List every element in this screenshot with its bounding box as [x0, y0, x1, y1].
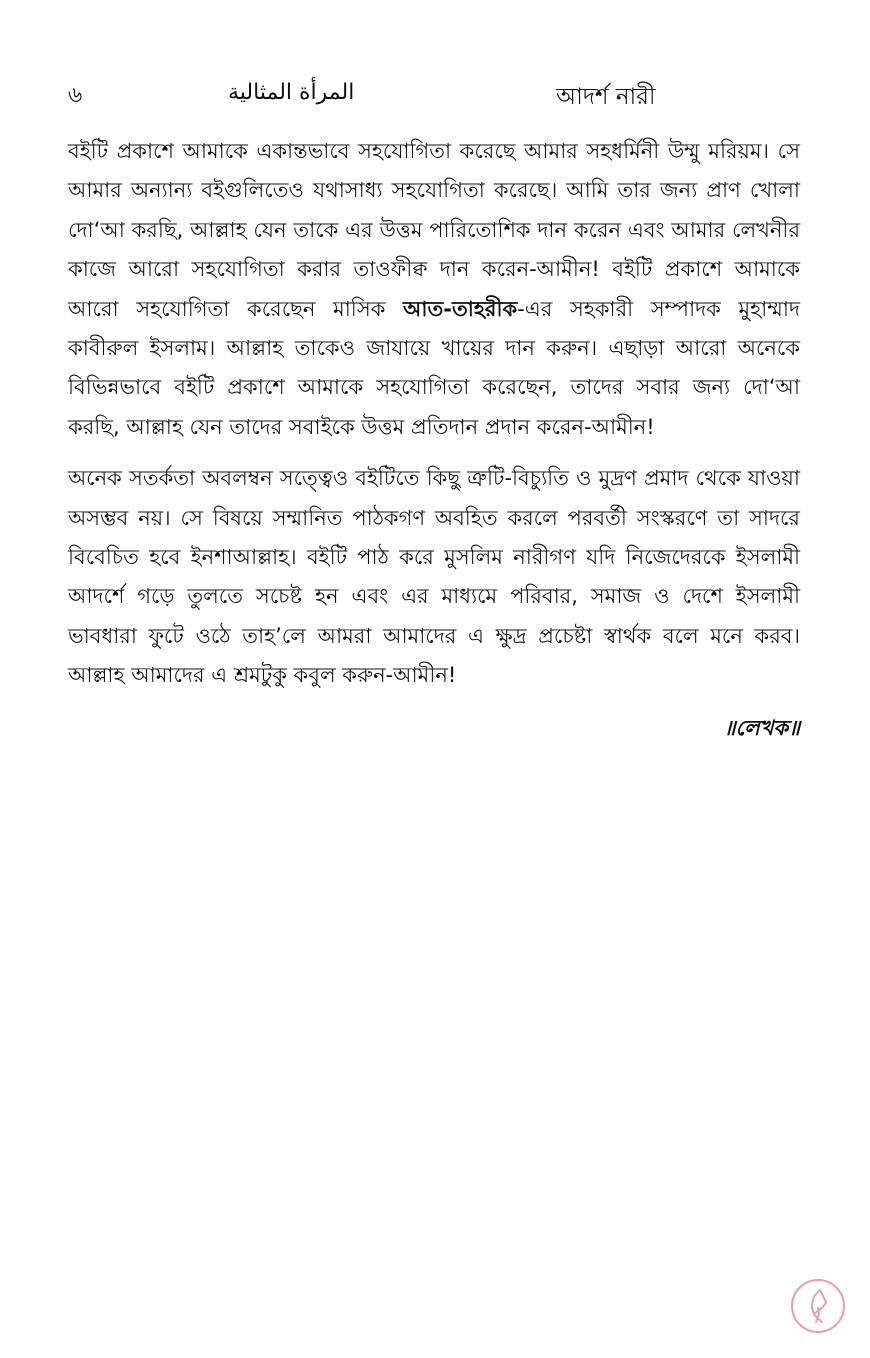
- acknowledgement-paragraph: [68, 132, 800, 447]
- page-body: [68, 132, 800, 748]
- acknowledgement-text-start: বইটি প্রকাশে আমাকে একান্তভাবে সহযোগিতা করেছে আমার সহধর্মিনী উম্মু মরিয়ম। সে আমার অন্যান্য বইগুলিতেও যথাসাধ্য সহযোগিতা করেছে। আমি তার জন্য প্রাণ খোলা দো‘আ করছি, আল্লাহ যেন তাকে এর উত্তম পারিতোশিক দান করেন এবং আমার লেখনীর কাজে আরো সহযোগিতা করার তাওফীক্ব দান করেন-আমীন! বইটি প্রকাশে আমাকে আরো সহযোগিতা করেছেন মাসিক: [68, 139, 800, 321]
- acknowledgement-text-end: -এর সহকারী সম্পাদক মুহাম্মাদ কাবীরুল ইসলাম। আল্লাহ তাকেও জাযায়ে খায়ের দান করুন। এছাড়া আরো অনেকে বিভিন্নভাবে বইটি প্রকাশে আমাকে সহযোগিতা করেছেন, তাদের সবার জন্য দো‘আ করছি, আল্লাহ যেন তাদের সবাইকে উত্তম প্রতিদান প্রদান করেন-আমীন!: [68, 296, 800, 439]
- arabic-book-title: المرأة المثالية: [228, 80, 355, 105]
- magazine-name: আত-তাহরীক: [403, 296, 518, 321]
- author-signature: ॥লেখক॥: [723, 715, 800, 740]
- errata-paragraph: অনেক সতর্কতা অবলম্বন সত্ত্বেও বইটিতে কিছু ত্রুটি-বিচ্যুতি ও মুদ্রণ প্রমাদ থেকে যাওয়া অসম্ভব নয়। সে বিষয়ে সম্মানিত পাঠকগণ অবহিত করলে পরবর্তী সংস্করণে তা সাদরে বিবেচিত হবে ইনশাআল্লাহ। বইটি পাঠ করে মুসলিম নারীগণ যদি নিজেদেরকে ইসলামী আদর্শে গড়ে তুলতে সচেষ্ট হন এবং এর মাধ্যমে পরিবার, সমাজ ও দেশে ইসলামী ভাবধারা ফুটে ওঠে তাহ’লে আমরা আমাদের এ ক্ষুদ্র প্রচেষ্টা স্বার্থক বলে মনে করব। আল্লাহ আমাদের এ শ্রমটুকু কবুল করুন-আমীন!: [68, 466, 800, 688]
- bengali-book-title: আদর্শ নারী: [556, 84, 656, 110]
- page-number: ৬: [68, 83, 83, 108]
- quill-logo-icon: [790, 1278, 846, 1334]
- page-header: [68, 78, 800, 114]
